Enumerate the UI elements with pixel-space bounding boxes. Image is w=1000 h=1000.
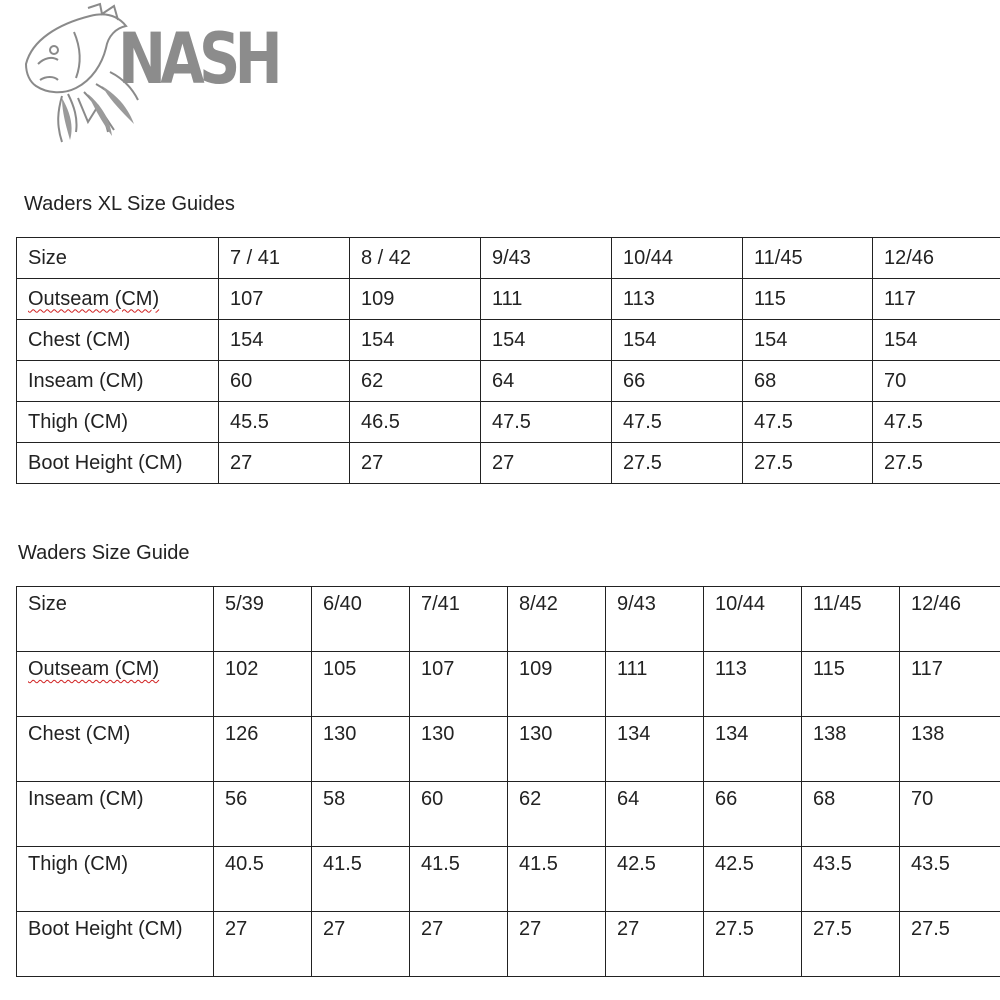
- table-cell: 58: [312, 782, 410, 847]
- table-cell: 107: [219, 279, 350, 320]
- table-cell: 154: [873, 320, 1000, 361]
- table-header-row: [17, 238, 1000, 279]
- table-row: [17, 361, 1000, 402]
- table-cell: 60: [410, 782, 508, 847]
- table-header-row: [17, 587, 1000, 652]
- table-cell: 111: [481, 279, 612, 320]
- table-cell: 27.5: [873, 443, 1000, 484]
- table-row: [17, 782, 1000, 847]
- table-cell: 62: [508, 782, 606, 847]
- table-cell: 109: [508, 652, 606, 717]
- size-header-cell: 11/45: [743, 238, 873, 279]
- table-row: [17, 717, 1000, 782]
- table-cell: 64: [606, 782, 704, 847]
- table-cell: 27: [508, 912, 606, 977]
- table-cell: 68: [802, 782, 900, 847]
- table-cell: 40.5: [214, 847, 312, 912]
- table-cell: 41.5: [410, 847, 508, 912]
- row-label-cell: Outseam (CM): [17, 652, 214, 717]
- row-label-cell: Boot Height (CM): [17, 443, 219, 484]
- table-cell: 154: [219, 320, 350, 361]
- size-header-cell: 7/41: [410, 587, 508, 652]
- table-cell: 27: [219, 443, 350, 484]
- table-cell: 138: [802, 717, 900, 782]
- table-cell: 113: [612, 279, 743, 320]
- table-cell: 27: [606, 912, 704, 977]
- table-cell: 115: [802, 652, 900, 717]
- table-cell: 130: [312, 717, 410, 782]
- table-cell: 113: [704, 652, 802, 717]
- table-cell: 42.5: [606, 847, 704, 912]
- table-cell: 134: [704, 717, 802, 782]
- size-header-cell: 9/43: [606, 587, 704, 652]
- row-label-cell: Size: [17, 587, 214, 652]
- size-header-cell: 11/45: [802, 587, 900, 652]
- xl-size-guide-title: Waders XL Size Guides: [24, 193, 235, 215]
- row-label-cell: Boot Height (CM): [17, 912, 214, 977]
- table-cell: 27: [350, 443, 481, 484]
- table-cell: 154: [350, 320, 481, 361]
- standard-size-guide-title: Waders Size Guide: [18, 542, 190, 564]
- table-cell: 47.5: [873, 402, 1000, 443]
- table-cell: 27.5: [612, 443, 743, 484]
- table-cell: 68: [743, 361, 873, 402]
- table-cell: 27: [312, 912, 410, 977]
- table-cell: 66: [704, 782, 802, 847]
- table-cell: 115: [743, 279, 873, 320]
- table-cell: 154: [481, 320, 612, 361]
- table-cell: 64: [481, 361, 612, 402]
- table-row: [17, 402, 1000, 443]
- row-label-cell: Chest (CM): [17, 320, 219, 361]
- table-row: [17, 847, 1000, 912]
- size-header-cell: 10/44: [704, 587, 802, 652]
- table-cell: 117: [873, 279, 1000, 320]
- table-cell: 60: [219, 361, 350, 402]
- size-header-cell: 7 / 41: [219, 238, 350, 279]
- table-cell: 62: [350, 361, 481, 402]
- table-cell: 56: [214, 782, 312, 847]
- table-cell: 105: [312, 652, 410, 717]
- table-cell: 27.5: [743, 443, 873, 484]
- table-cell: 43.5: [802, 847, 900, 912]
- table-row: [17, 652, 1000, 717]
- table-cell: 130: [410, 717, 508, 782]
- row-label-cell: Size: [17, 238, 219, 279]
- size-header-cell: 9/43: [481, 238, 612, 279]
- table-cell: 154: [743, 320, 873, 361]
- table-cell: 134: [606, 717, 704, 782]
- table-cell: 27: [410, 912, 508, 977]
- table-cell: 102: [214, 652, 312, 717]
- table-cell: 46.5: [350, 402, 481, 443]
- table-cell: 109: [350, 279, 481, 320]
- size-header-cell: 8 / 42: [350, 238, 481, 279]
- table-cell: 41.5: [508, 847, 606, 912]
- table-row: [17, 320, 1000, 361]
- table-row: [17, 443, 1000, 484]
- xl-size-table: [16, 237, 1000, 484]
- size-header-cell: 12/46: [900, 587, 1000, 652]
- table-cell: 107: [410, 652, 508, 717]
- size-header-cell: 12/46: [873, 238, 1000, 279]
- nash-logo: [18, 2, 277, 152]
- table-row: [17, 912, 1000, 977]
- table-cell: 130: [508, 717, 606, 782]
- row-label-cell: Outseam (CM): [17, 279, 219, 320]
- table-cell: 138: [900, 717, 1000, 782]
- size-header-cell: 10/44: [612, 238, 743, 279]
- table-cell: 45.5: [219, 402, 350, 443]
- table-cell: 42.5: [704, 847, 802, 912]
- standard-size-table: [16, 586, 1000, 977]
- size-header-cell: 8/42: [508, 587, 606, 652]
- row-label-cell: Thigh (CM): [17, 402, 219, 443]
- table-cell: 47.5: [612, 402, 743, 443]
- row-label-cell: Inseam (CM): [17, 782, 214, 847]
- table-cell: 70: [873, 361, 1000, 402]
- table-cell: 47.5: [743, 402, 873, 443]
- table-cell: 41.5: [312, 847, 410, 912]
- table-cell: 154: [612, 320, 743, 361]
- table-cell: 27: [214, 912, 312, 977]
- table-cell: 126: [214, 717, 312, 782]
- table-cell: 27.5: [704, 912, 802, 977]
- table-cell: 27: [481, 443, 612, 484]
- size-header-cell: 5/39: [214, 587, 312, 652]
- table-cell: 66: [612, 361, 743, 402]
- row-label-cell: Inseam (CM): [17, 361, 219, 402]
- row-label-cell: Thigh (CM): [17, 847, 214, 912]
- size-header-cell: 6/40: [312, 587, 410, 652]
- table-cell: 43.5: [900, 847, 1000, 912]
- table-row: [17, 279, 1000, 320]
- table-cell: 27.5: [900, 912, 1000, 977]
- table-cell: 111: [606, 652, 704, 717]
- brand-wordmark: NASH: [118, 18, 277, 100]
- row-label-cell: Chest (CM): [17, 717, 214, 782]
- table-cell: 70: [900, 782, 1000, 847]
- table-cell: 27.5: [802, 912, 900, 977]
- table-cell: 117: [900, 652, 1000, 717]
- table-cell: 47.5: [481, 402, 612, 443]
